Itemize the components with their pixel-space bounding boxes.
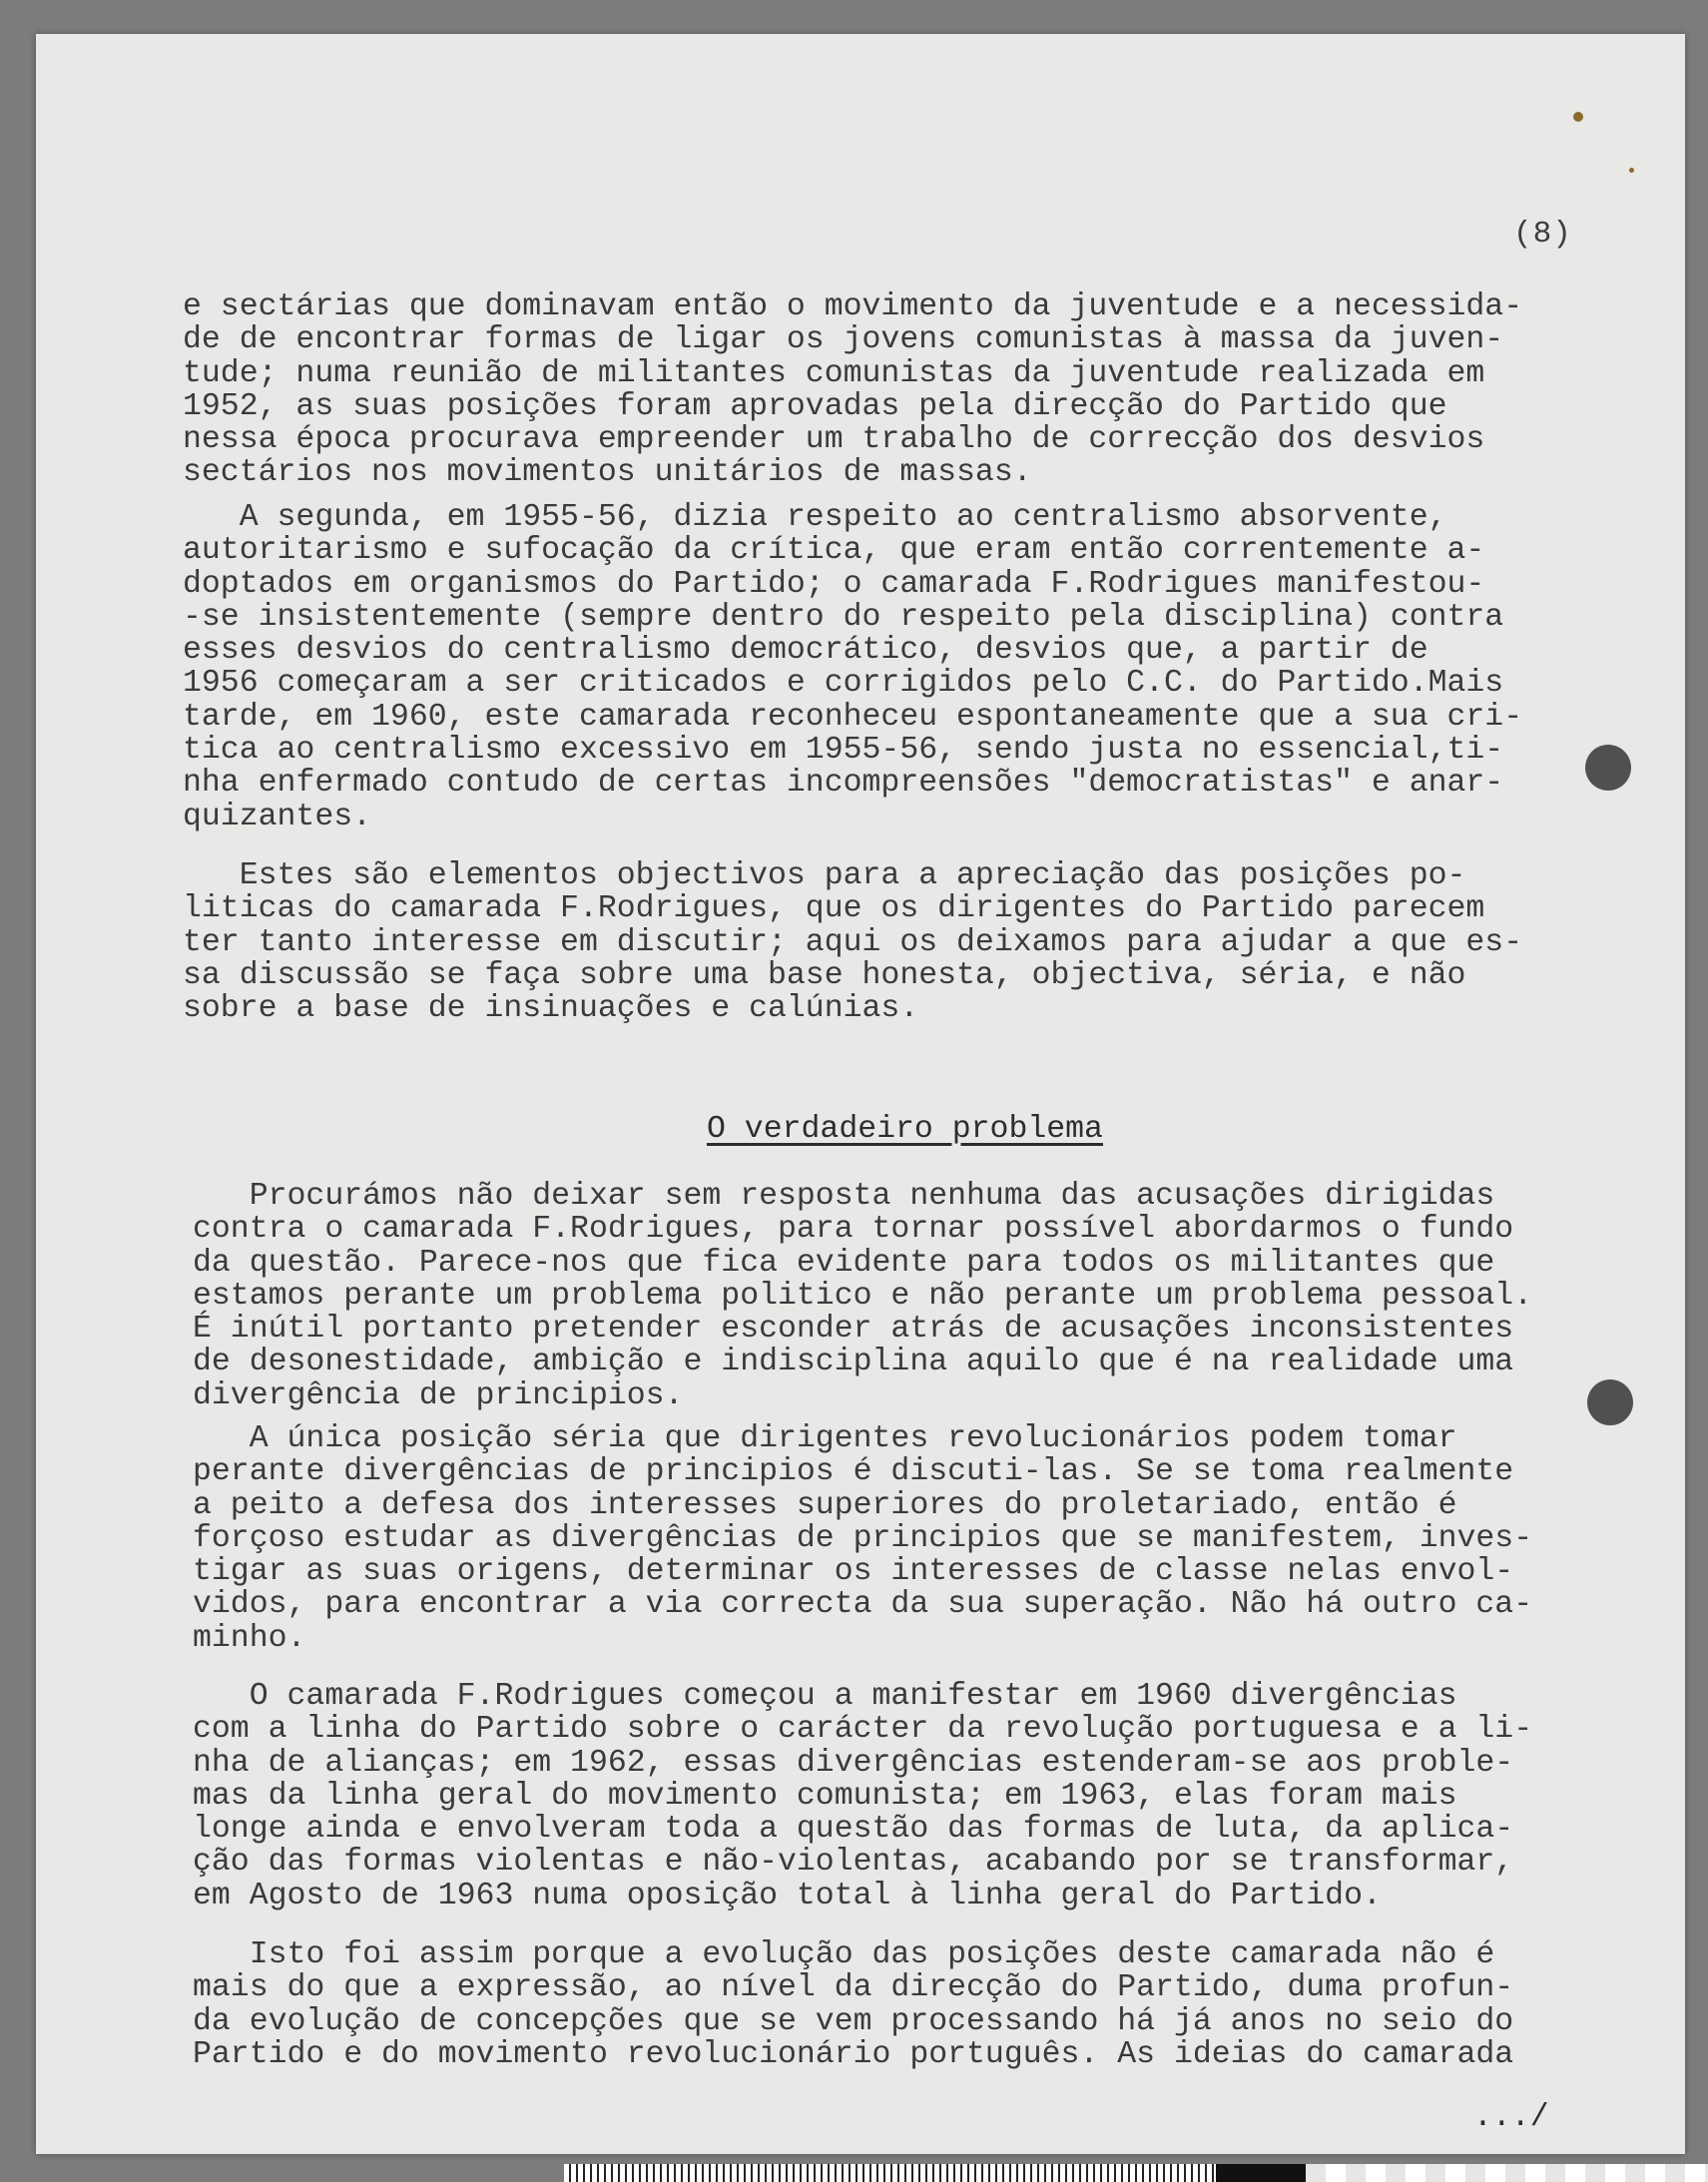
punch-hole-lower bbox=[1587, 1379, 1633, 1425]
text-line: Estes são elementos objectivos para a apreciação das posições po- bbox=[183, 858, 1466, 893]
text-line: da evolução de concepções que se vem processando há já anos no seio do bbox=[193, 2003, 1514, 2039]
text-line: sectários nos movimentos unitários de massas. bbox=[183, 455, 1032, 491]
text-line: de de encontrar formas de ligar os jovens comunistas à massa da juven- bbox=[183, 322, 1504, 358]
text-line: vidos, para encontrar a via correcta da sua superação. Não há outro ca- bbox=[193, 1587, 1533, 1623]
punch-hole-upper bbox=[1585, 745, 1631, 791]
text-line: mas da linha geral do movimento comunista; em 1963, elas foram mais bbox=[193, 1778, 1457, 1814]
text-line: quizantes. bbox=[183, 799, 372, 834]
text-line: -se insistentemente (sempre dentro do respeito pela disciplina) contra bbox=[183, 599, 1504, 635]
text-line: tude; numa reunião de militantes comunistas da juventude realizada em bbox=[183, 355, 1485, 391]
text-line: em Agosto de 1963 numa oposição total à linha geral do Partido. bbox=[193, 1878, 1382, 1913]
scale-ruler-dark-segment bbox=[1216, 2164, 1306, 2182]
paragraph-2 bbox=[183, 501, 1708, 833]
text-line: tica ao centralismo excessivo em 1955-56, sendo justa no essencial,ti- bbox=[183, 733, 1504, 769]
text-line: nha enfermado contudo de certas incompreensões "democratistas" e anar- bbox=[183, 766, 1504, 802]
paragraph-5 bbox=[193, 1422, 1708, 1655]
text-line: O camarada F.Rodrigues começou a manifestar em 1960 divergências bbox=[193, 1679, 1457, 1714]
paragraph-1 bbox=[183, 290, 1708, 490]
text-line: A única posição séria que dirigentes revolucionários podem tomar bbox=[193, 1421, 1457, 1456]
text-line: 1956 começaram a ser criticados e corrigidos pelo C.C. do Partido.Mais bbox=[183, 666, 1504, 702]
text-line: sa discussão se faça sobre uma base honesta, objectiva, séria, e não bbox=[183, 957, 1466, 993]
text-line: de desonestidade, ambição e indisciplina aquilo que é na realidade uma bbox=[193, 1345, 1514, 1380]
text-line: Procurámos não deixar sem resposta nenhuma das acusações dirigidas bbox=[193, 1179, 1495, 1214]
text-line: 1952, as suas posições foram aprovadas pela direcção do Partido que bbox=[183, 388, 1447, 424]
document-page bbox=[36, 34, 1685, 2154]
text-line: Isto foi assim porque a evolução das posições deste camarada não é bbox=[193, 1937, 1495, 1972]
text-line: mais do que a expressão, ao nível da direcção do Partido, duma profun- bbox=[193, 1970, 1514, 2006]
text-line: longe ainda e envolveram toda a questão das formas de luta, da aplica- bbox=[193, 1812, 1514, 1848]
paragraph-4 bbox=[193, 1180, 1708, 1412]
text-line: liticas do camarada F.Rodrigues, que os dirigentes do Partido parecem bbox=[183, 891, 1485, 927]
continuation-mark: .../ bbox=[1473, 2100, 1549, 2135]
text-line: da questão. Parece-nos que fica evidente para todos os militantes que bbox=[193, 1245, 1495, 1281]
text-line: nha de alianças; em 1962, essas divergências estenderam-se aos proble- bbox=[193, 1745, 1514, 1781]
text-line: ção das formas violentas e não-violentas, acabando por se transformar, bbox=[193, 1845, 1514, 1881]
text-line: a peito a defesa dos interesses superiores do proletariado, então é bbox=[193, 1487, 1457, 1523]
stain-spot bbox=[1573, 112, 1583, 122]
text-line: divergência de principios. bbox=[193, 1377, 684, 1413]
stain-spot bbox=[1629, 168, 1634, 173]
page-number: (8) bbox=[1513, 217, 1572, 252]
scale-ruler-light-segment bbox=[1306, 2164, 1708, 2182]
text-line: tigar as suas origens, determinar os interesses de classe nelas envol- bbox=[193, 1554, 1514, 1590]
text-line: minho. bbox=[193, 1620, 306, 1656]
section-heading: O verdadeiro problema bbox=[707, 1112, 1103, 1147]
text-line: e sectárias que dominavam então o movimento da juventude e a necessida- bbox=[183, 289, 1523, 324]
paragraph-6 bbox=[193, 1680, 1708, 1912]
text-line: estamos perante um problema politico e não perante um problema pessoal. bbox=[193, 1278, 1533, 1314]
text-line: É inútil portanto pretender esconder atrás de acusações inconsistentes bbox=[193, 1312, 1514, 1348]
paragraph-3 bbox=[183, 859, 1708, 1025]
text-line: autoritarismo e sufocação da crítica, que eram então correntemente a- bbox=[183, 533, 1485, 569]
text-line: esses desvios do centralismo democrático, desvios que, a partir de bbox=[183, 633, 1428, 669]
text-line: sobre a base de insinuações e calúnias. bbox=[183, 991, 919, 1027]
text-line: com a linha do Partido sobre o carácter da revolução portuguesa e a li- bbox=[193, 1712, 1533, 1748]
text-line: nessa época procurava empreender um trabalho de correcção dos desvios bbox=[183, 422, 1485, 458]
paragraph-7 bbox=[193, 1938, 1708, 2071]
text-line: Partido e do movimento revolucionário português. As ideias do camarada bbox=[193, 2036, 1514, 2072]
text-line: forçoso estudar as divergências de principios que se manifestem, inves- bbox=[193, 1520, 1533, 1556]
text-line: doptados em organismos do Partido; o camarada F.Rodrigues manifestou- bbox=[183, 566, 1485, 602]
text-line: perante divergências de principios é discuti-las. Se se toma realmente bbox=[193, 1454, 1514, 1490]
text-line: tarde, em 1960, este camarada reconheceu espontaneamente que a sua cri- bbox=[183, 699, 1523, 735]
text-line: ter tanto interesse em discutir; aqui os deixamos para ajudar a que es- bbox=[183, 924, 1523, 960]
text-line: A segunda, em 1955-56, dizia respeito ao centralismo absorvente, bbox=[183, 500, 1447, 535]
text-line: contra o camarada F.Rodrigues, para tornar possível abordarmos o fundo bbox=[193, 1212, 1514, 1248]
